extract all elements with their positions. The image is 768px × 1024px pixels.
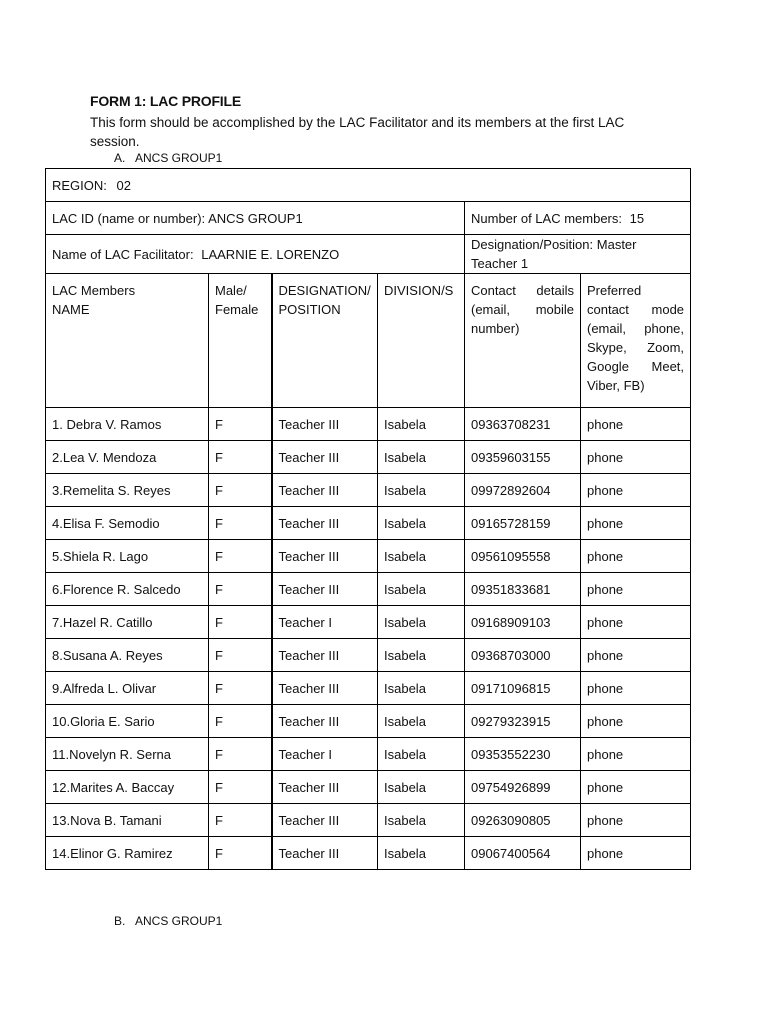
member-name: 12.Marites A. Baccay: [46, 771, 209, 804]
section-a-label: ANCS GROUP1: [135, 151, 223, 165]
member-sex: F: [209, 606, 272, 639]
member-sex: F: [209, 540, 272, 573]
table-row: [46, 771, 691, 804]
member-contact-mode: phone: [581, 672, 691, 705]
member-contact-mode: phone: [581, 771, 691, 804]
member-designation: Teacher III: [272, 540, 378, 573]
lac-id-label: LAC ID (name or number):: [52, 210, 206, 226]
header-designation: DESIGNATION/ POSITION: [272, 274, 378, 408]
designation-label: Designation/Position:: [471, 237, 594, 252]
member-name: 5.Shiela R. Lago: [46, 540, 209, 573]
member-contact-mode: phone: [581, 540, 691, 573]
table-row: [46, 507, 691, 540]
member-contact: 09351833681: [465, 573, 581, 606]
member-contact: 09165728159: [465, 507, 581, 540]
header-sex: Male/ Female: [209, 274, 272, 408]
section-b-letter: B.: [114, 914, 126, 928]
member-designation: Teacher III: [272, 639, 378, 672]
member-name: 1. Debra V. Ramos: [46, 408, 209, 441]
lac-id-cell: [46, 202, 465, 235]
region-cell: [46, 169, 691, 202]
member-sex: F: [209, 804, 272, 837]
member-contact: 09368703000: [465, 639, 581, 672]
member-contact: 09561095558: [465, 540, 581, 573]
member-designation: Teacher I: [272, 738, 378, 771]
member-sex: F: [209, 408, 272, 441]
member-designation: Teacher III: [272, 804, 378, 837]
member-name: 14.Elinor G. Ramirez: [46, 837, 209, 870]
member-name: 13.Nova B. Tamani: [46, 804, 209, 837]
member-sex: F: [209, 573, 272, 606]
member-designation: Teacher III: [272, 408, 378, 441]
members-count-label: Number of LAC members:: [471, 210, 622, 226]
member-name: 6.Florence R. Salcedo: [46, 573, 209, 606]
member-division: Isabela: [378, 441, 465, 474]
member-division: Isabela: [378, 408, 465, 441]
member-designation: Teacher III: [272, 705, 378, 738]
form-title: FORM 1: LAC PROFILE: [90, 93, 241, 109]
member-division: Isabela: [378, 606, 465, 639]
member-division: Isabela: [378, 804, 465, 837]
table-row: [46, 573, 691, 606]
member-designation: Teacher III: [272, 672, 378, 705]
member-contact: 09168909103: [465, 606, 581, 639]
member-contact-mode: phone: [581, 441, 691, 474]
member-name: 4.Elisa F. Semodio: [46, 507, 209, 540]
member-contact-mode: phone: [581, 573, 691, 606]
member-rows: [46, 408, 691, 870]
member-division: Isabela: [378, 837, 465, 870]
members-count-value: 15: [629, 210, 645, 226]
facilitator-label: Name of LAC Facilitator:: [52, 246, 194, 262]
table-row: [46, 837, 691, 870]
member-name: 8.Susana A. Reyes: [46, 639, 209, 672]
member-designation: Teacher III: [272, 441, 378, 474]
member-contact: 09363708231: [465, 408, 581, 441]
table-row: [46, 639, 691, 672]
section-b-label: ANCS GROUP1: [135, 914, 223, 928]
header-contact: Contact details (email, mobile number): [465, 274, 581, 408]
member-sex: F: [209, 474, 272, 507]
member-sex: F: [209, 837, 272, 870]
member-sex: F: [209, 441, 272, 474]
table-row: [46, 540, 691, 573]
region-label: REGION:: [52, 177, 107, 193]
form-instructions: This form should be accomplished by the LAC Facilitator and its members at the first LAC session.: [90, 115, 625, 149]
facilitator-cell: [46, 235, 465, 274]
member-sex: F: [209, 705, 272, 738]
table-row: [46, 672, 691, 705]
member-designation: Teacher III: [272, 837, 378, 870]
header-name: [46, 274, 209, 408]
member-contact: 09263090805: [465, 804, 581, 837]
header-division: DIVISION/S: [378, 274, 465, 408]
region-value: 02: [116, 177, 131, 193]
member-sex: F: [209, 771, 272, 804]
member-division: Isabela: [378, 705, 465, 738]
member-division: Isabela: [378, 672, 465, 705]
member-division: Isabela: [378, 738, 465, 771]
member-contact-mode: phone: [581, 639, 691, 672]
member-sex: F: [209, 738, 272, 771]
member-sex: F: [209, 672, 272, 705]
table-row: [46, 804, 691, 837]
member-contact-mode: phone: [581, 837, 691, 870]
member-contact: 09279323915: [465, 705, 581, 738]
member-sex: F: [209, 507, 272, 540]
members-count-cell: [465, 202, 691, 235]
lac-id-value: ANCS GROUP1: [208, 210, 303, 226]
member-contact-mode: phone: [581, 705, 691, 738]
section-b-heading: [114, 914, 222, 928]
member-contact-mode: phone: [581, 408, 691, 441]
member-sex: F: [209, 639, 272, 672]
table-row: [46, 606, 691, 639]
member-contact: 09972892604: [465, 474, 581, 507]
table-row: [46, 441, 691, 474]
member-designation: Teacher III: [272, 573, 378, 606]
member-contact: 09359603155: [465, 441, 581, 474]
table-row: [46, 738, 691, 771]
member-contact: 09754926899: [465, 771, 581, 804]
designation-cell: [465, 235, 691, 274]
table-row: [46, 705, 691, 738]
member-designation: Teacher III: [272, 507, 378, 540]
member-division: Isabela: [378, 771, 465, 804]
member-designation: Teacher I: [272, 606, 378, 639]
facilitator-row: [46, 235, 691, 274]
member-name: 11.Novelyn R. Serna: [46, 738, 209, 771]
table-header-row: [46, 274, 691, 408]
member-contact-mode: phone: [581, 474, 691, 507]
facilitator-value: LAARNIE E. LORENZO: [201, 246, 340, 262]
member-designation: Teacher III: [272, 771, 378, 804]
designation-value: Master Teacher 1: [471, 237, 637, 271]
member-name: 9.Alfreda L. Olivar: [46, 672, 209, 705]
table-row: [46, 474, 691, 507]
region-row: [46, 169, 691, 202]
member-contact: 09067400564: [465, 837, 581, 870]
header-preferred-mode: Preferred contact mode (email, phone, Skype, Zoom, Google Meet, Viber, FB): [581, 274, 691, 408]
member-contact-mode: phone: [581, 804, 691, 837]
member-division: Isabela: [378, 639, 465, 672]
member-name: 2.Lea V. Mendoza: [46, 441, 209, 474]
member-contact: 09353552230: [465, 738, 581, 771]
member-contact-mode: phone: [581, 606, 691, 639]
member-division: Isabela: [378, 573, 465, 606]
member-division: Isabela: [378, 507, 465, 540]
lac-id-row: [46, 202, 691, 235]
member-name: 7.Hazel R. Catillo: [46, 606, 209, 639]
member-contact-mode: phone: [581, 507, 691, 540]
member-name: 3.Remelita S. Reyes: [46, 474, 209, 507]
member-contact: 09171096815: [465, 672, 581, 705]
member-division: Isabela: [378, 474, 465, 507]
lac-profile-table: [45, 168, 691, 870]
section-a-heading: [114, 151, 222, 165]
member-division: Isabela: [378, 540, 465, 573]
header-name-line1: LAC Members: [52, 283, 136, 298]
member-contact-mode: phone: [581, 738, 691, 771]
header-name-line2: NAME: [52, 302, 90, 317]
table-row: [46, 408, 691, 441]
member-name: 10.Gloria E. Sario: [46, 705, 209, 738]
section-a-letter: A.: [114, 151, 126, 165]
member-designation: Teacher III: [272, 474, 378, 507]
